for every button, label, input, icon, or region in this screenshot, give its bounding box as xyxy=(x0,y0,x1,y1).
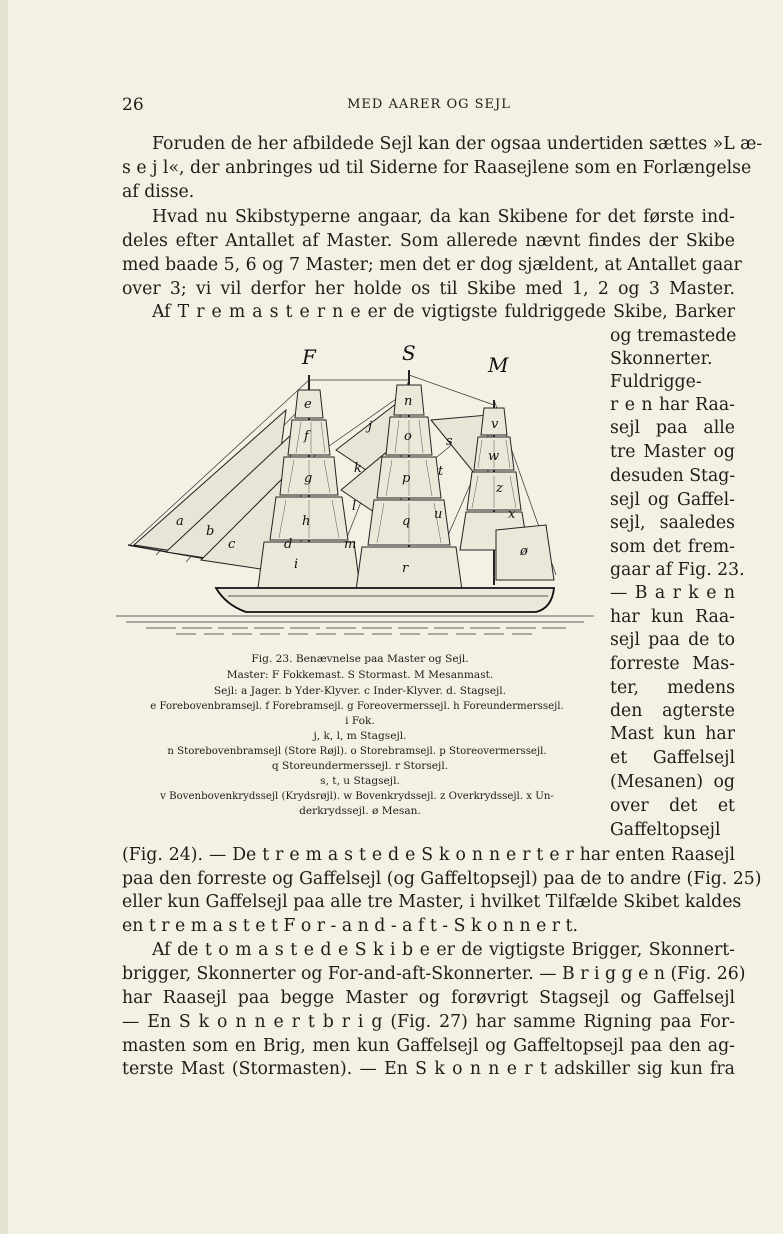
sail-letter: j xyxy=(368,419,373,434)
sail-letter: g xyxy=(304,471,313,486)
side-text-line: sejl og Gaffel- xyxy=(610,490,735,510)
sail-letter: u xyxy=(434,507,443,522)
figure-caption-line: j, k, l, m Stagsejl. xyxy=(313,730,407,742)
text-line: masten som en Brig, men kun Gaffelsejl og Gaffeltopsejl paa den ag- xyxy=(122,1036,735,1056)
side-text-line: desuden Stag- xyxy=(610,466,736,486)
sail-letter: a xyxy=(176,514,184,529)
side-text-line: og tremastede xyxy=(610,326,737,346)
side-text-line: sejl paa alle xyxy=(610,418,735,438)
side-text-line: — B a r k e n xyxy=(610,583,735,603)
text-line: brigger, Skonnerter og For-and-aft-Skonnerter. — B r i g g e n (Fig. 26) xyxy=(122,964,746,984)
side-text-line: Fuldrigge- xyxy=(610,372,702,392)
side-text-line: Gaffeltopsejl xyxy=(610,820,721,840)
text-line: paa den forreste og Gaffelsejl (og Gaffeltopsejl) paa de to andre (Fig. 25) xyxy=(122,869,762,889)
figure-caption-line: Master: F Fokkemast. S Stormast. M Mesanmast. xyxy=(226,669,494,681)
side-text-line: (Mesanen) og xyxy=(610,772,735,792)
side-text-line: over det et xyxy=(610,796,735,816)
sail-letter: p xyxy=(402,471,411,486)
side-text-line: den agterste xyxy=(610,701,735,721)
side-text-line: Mast kun har xyxy=(610,724,735,744)
text-line: s e j l«, der anbringes ud til Siderne for Raasejlene som en Forlængelse xyxy=(122,158,752,178)
figure-caption-line: n Storebovenbramsejl (Store Røjl). o Storebramsejl. p Storeovermerssejl. xyxy=(167,746,547,757)
side-text-line: r e n har Raa- xyxy=(610,395,735,415)
figure-caption-line: s, t, u Stagsejl. xyxy=(320,775,400,787)
figure-caption-line: e Forebovenbramsejl. f Forebramsejl. g Foreovermerssejl. h Foreundermerssejl. xyxy=(150,701,564,712)
figure-caption-line: i Fok. xyxy=(345,715,375,727)
figure-caption-line: v Bovenbovenkrydssejl (Krydsrøjl). w Bovenkrydssejl. z Overkrydssejl. x Un- xyxy=(160,791,554,802)
sail-letter: z xyxy=(496,481,503,496)
sail-letter: n xyxy=(404,394,413,409)
side-text-line: har kun Raa- xyxy=(610,607,735,627)
ship-illustration xyxy=(116,340,594,645)
sail-letter: l xyxy=(352,499,357,514)
page-header xyxy=(122,95,736,117)
sail-letter: i xyxy=(294,557,299,572)
side-text-line: sejl paa de to xyxy=(610,630,735,650)
water-lines xyxy=(116,616,594,634)
side-text-line: sejl, saaledes xyxy=(610,513,735,533)
figure-caption-line: Sejl: a Jager. b Yder-Klyver. c Inder-Klyver. d. Stagsejl. xyxy=(213,685,507,697)
text-line: terste Mast (Stormasten). — En S k o n n e r t adskiller sig kun fra xyxy=(122,1059,735,1079)
mast-label-mizzen: M xyxy=(488,353,509,377)
text-line: Hvad nu Skibstyperne angaar, da kan Skibene for det første ind- xyxy=(152,207,735,227)
side-text-line: gaar af Fig. 23. xyxy=(610,560,745,580)
sail-letter: q xyxy=(402,514,411,529)
side-text-line: ter, medens xyxy=(610,678,735,698)
sail-letter: c xyxy=(228,537,236,552)
sail-letter: b xyxy=(206,524,215,539)
page-edge xyxy=(0,0,8,1234)
sail-letter: d xyxy=(284,537,293,552)
sail-letter: f xyxy=(304,429,309,444)
sail-letter: w xyxy=(488,449,500,464)
sail-letter: x xyxy=(508,507,516,522)
text-line: Af de t o m a s t e d e S k i b e er de vigtigste Brigger, Skonnert- xyxy=(152,940,735,960)
page-number: 26 xyxy=(122,95,144,115)
ship-hull xyxy=(216,588,554,612)
text-line: over 3; vi vil derfor her holde os til Skibe med 1, 2 og 3 Master. xyxy=(122,279,735,299)
text-line: Af T r e m a s t e r n e er de vigtigste fuldriggede Skibe, Barker xyxy=(152,302,735,322)
mast-label-main: S xyxy=(402,341,416,365)
figure-caption-title: Fig. 23. Benævnelse paa Master og Sejl. xyxy=(251,653,469,665)
text-line: deles efter Antallet af Master. Som allerede nævnt findes der Skibe xyxy=(122,231,735,251)
side-text-line: tre Master og xyxy=(610,442,735,462)
text-line: har Raasejl paa begge Master og forøvrigt Stagsejl og Gaffelsejl xyxy=(122,988,735,1008)
sail-letter: t xyxy=(438,464,444,479)
sail-letter: e xyxy=(304,397,312,412)
mast-label-fore: F xyxy=(302,345,316,369)
side-text-line: som det frem- xyxy=(610,537,735,557)
sail-letter: o xyxy=(404,429,412,444)
side-text-line: Skonnerter. xyxy=(610,349,713,369)
sail-letter: h xyxy=(302,514,311,529)
sail-letter: ø xyxy=(520,544,528,559)
text-line: Foruden de her afbildede Sejl kan der ogsaa undertiden sættes »L æ- xyxy=(152,134,763,154)
sail-letter: s xyxy=(446,434,453,449)
figure-caption-line: q Storeundermerssejl. r Storsejl. xyxy=(271,760,449,772)
text-line: af disse. xyxy=(122,182,195,202)
sail-letter: m xyxy=(344,537,357,552)
text-line: eller kun Gaffelsejl paa alle tre Master, i hvilket Tilfælde Skibet kaldes xyxy=(122,892,742,912)
sail-letter: v xyxy=(491,417,499,432)
sail-letter: k xyxy=(354,461,362,476)
sail-letter: r xyxy=(402,561,409,576)
side-text-line: forreste Mas- xyxy=(610,654,735,674)
text-line: — En S k o n n e r t b r i g (Fig. 27) har samme Rigning paa For- xyxy=(122,1012,735,1032)
text-line: med baade 5, 6 og 7 Master; men det er dog sjældent, at Antallet gaar xyxy=(122,255,742,275)
figure-caption-line: derkrydssejl. ø Mesan. xyxy=(299,805,421,817)
side-text-line: et Gaffelsejl xyxy=(610,748,735,768)
running-title: MED AARER OG SEJL xyxy=(347,97,511,112)
text-line: (Fig. 24). — De t r e m a s t e d e S k o n n e r t e r har enten Raasejl xyxy=(122,845,735,865)
text-line: en t r e m a s t e t F o r - a n d - a f t - S k o n n e r t. xyxy=(122,916,578,936)
